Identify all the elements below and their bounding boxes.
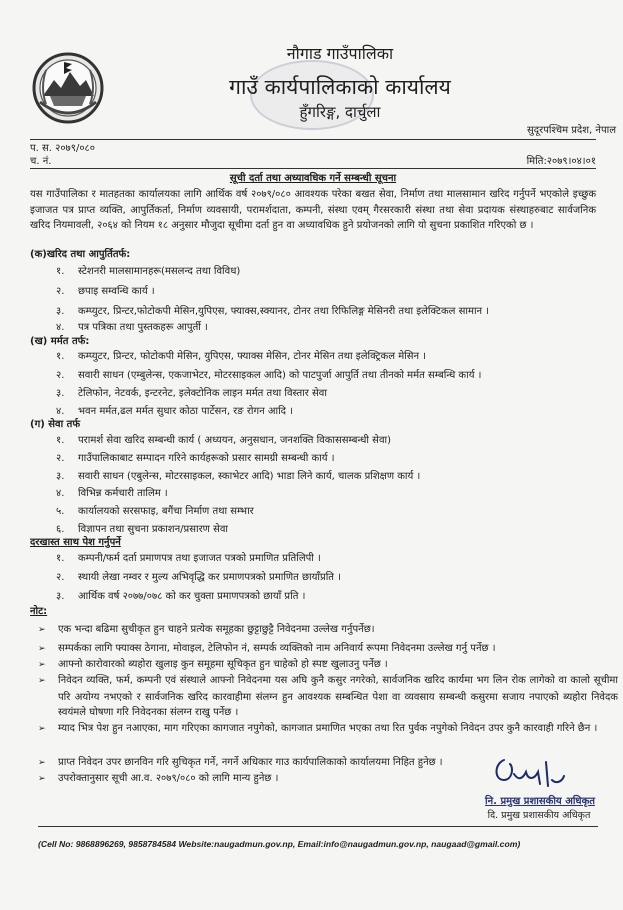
list-item: ३. आर्थिक वर्ष २०७७/०७८ को कर चुक्ता प्रमाणपत्रको छायाँ प्रति । [56, 591, 306, 602]
notes-heading: नोट: [30, 606, 48, 617]
section-heading-services: (ग) सेवा तर्फ [30, 419, 81, 430]
arrow-bullet-icon: ➢ [38, 644, 46, 654]
arrow-bullet-icon: ➢ [38, 724, 46, 734]
list-item: ४. विभिन्न कर्मचारी तालिम । [56, 488, 168, 499]
note-item: ➢ उपरोक्तानुसार सूची आ.व. २०७९/०८० को लागि मान्य हुनेछ । [38, 771, 488, 788]
handwritten-signature [490, 750, 580, 800]
notice-date: मिति:२०७९।०४।०१ [526, 156, 596, 167]
dispatch-number: च. नं. [30, 156, 52, 167]
list-item: १. परामर्श सेवा खरिद सम्बन्धी कार्य ( अध्ययन, अनुसधान, जनशक्ति विकाससम्बन्धी सेवा) [56, 435, 391, 446]
list-item: ५. कार्यालयको सरसफाइ, बगैंचा निर्माण तथा सम्भार [56, 506, 254, 517]
section-heading-repair: (ख) मर्मत तर्फ: [30, 336, 90, 347]
list-item: ३. टेलिफोन, नेटवर्क, इन्टरनेट, इलेक्टोनिक लाइन मर्मत तथा विस्तार सेवा [56, 388, 327, 399]
list-item: १. कम्पनी/फर्म दर्ता प्रमाणपत्र तथा इजाजत पत्रको प्रमाणित प्रतिलिपी । [56, 553, 321, 564]
arrow-bullet-icon: ➢ [38, 660, 46, 670]
section-heading-documents: दरखास्त साथ पेश गर्नुपर्ने [30, 537, 121, 548]
header-divider [30, 139, 596, 140]
list-item: २. स्थायी लेखा नम्वर र मुल्य अभिवृद्धि कर प्रमाणपत्रको प्रमाणित छायाँप्रति । [56, 572, 341, 583]
note-item: ➢ आफ्नो कारोवारको ब्यहोरा खुलाइ कुन समूहमा सूचिकृत हुन चाहेको हो स्पष्ट खुलाउनु पर्नेछ । [38, 657, 618, 674]
municipality-name: नौगाड गाउँपालिका [286, 44, 394, 63]
note-item: ➢ सम्पर्कका लागि फ्याक्स ठेगाना, मोवाइल, टेलिफोन नं, सम्पर्क व्यक्तिको नाम अनिवार्य रूपमा निवेदनमा उल्लेख गर्नु पर्नेछ । [38, 641, 618, 658]
letter-number: प. स. २०७९/०८० [30, 143, 95, 154]
office-name: गाउँ कार्यपालिकाको कार्यालय [229, 75, 451, 99]
list-item: २. गाउँपालिकाबाट सम्पादन गरिने कार्यहरूको प्रसार सामग्री सम्बन्धी कार्य । [56, 453, 335, 464]
list-item: ४. पत्र पत्रिका तथा पुस्तकहरू आपुर्ती । [56, 322, 208, 333]
note-item: ➢ निवेदन व्यक्ति, फर्म, कम्पनी एवं संस्थाले आफ्नो निवेदनमा यस अघि कुनै कसुर नगरेको, सार्वजनिक खरिद कार्यमा भग लिन रोक लागेको वा कालो सूचीमा परि अयोग्य नभएको र सार्वजनिक खरिद कारवाहीमा संलग्न हुन आवश्यक सम्बन्धित पेशा वा व्यवसाय सम्बन्धी कसुरमा सजाय नपाएको ब्यहोरा निवेदक स्वयंमले घोषणा गरि निवेदनका संलग्न राखु पर्नेछ । [38, 675, 618, 718]
list-item: ४. भवन मर्मत,ढल मर्मत सुधार कोठा पार्टेसन, रङ रोगन आदि । [56, 406, 293, 417]
intro-paragraph: यस गाउँपालिका र मातहतका कार्यालयका लागि आर्थिक वर्ष २०७९/०८० आवश्यक परेका बखत सेवा, निर्माण तथा मालसामान खरिद गर्नुपर्ने भएकोले इच्छुक इजाजत पत्र प्राप्त व्यक्ति, आपुर्तिकर्ता, निर्माण व्यवसायी, परामर्शदाता, कम्पनी, संस्था एवम् गैरसरकारी संस्था तथा सेवा प्रदायक संस्थाहरुबाट सार्वजनिक खरिद नियमावली, २०६४ को नियम १८ अनुसार मौजुदा सूचीमा दर्ता हुन वा अध्यावधिक हुने प्रयोजनको लागि यो सुचना प्रकाशित गरिएको छ । [30, 189, 596, 231]
nepal-emblem-logo [30, 50, 106, 126]
note-item: ➢ एक भन्दा बढिमा सुचीकृत हुन चाहने प्रत्येक समूहका छुट्टाछुट्टै निवेदनमा उल्लेख गर्नुपर्नेछ। [38, 622, 618, 639]
section-heading-procurement: (क)खरिद तथा आपुर्तितर्फ: [30, 249, 131, 260]
arrow-bullet-icon: ➢ [38, 625, 46, 635]
notice-title: सूची दर्ता तथा अध्यावधिक गर्ने सम्बन्धी सूचना [229, 173, 397, 184]
note-item: ➢ म्याद भित्र पेश हुन नआएका, माग गरिएका कागजात नपुगेको, कागजात प्रमाणित भएका तथा रित पुर्वक नपुगेको निवेदन उपर कुनै कारवाही गरिने छैन । [38, 721, 618, 738]
arrow-bullet-icon: ➢ [38, 774, 46, 784]
arrow-bullet-icon: ➢ [38, 676, 46, 686]
province-name: सुदूरपश्चिम प्रदेश, नेपाल [527, 125, 616, 136]
office-location: हुँगरिङ्ग, दार्चुला [299, 103, 381, 121]
ref-divider [30, 168, 596, 169]
list-item: २. सवारी साधन (एम्बुलेन्स, एकजाभेटर, मोटरसाइकल आदि) को पाटपुर्जा आपुर्ति तथा तीनको मर्मत सम्बन्धि कार्य । [56, 370, 482, 381]
list-item: ३. कम्प्युटर, प्रिन्टर,फोटोकपी मेसिन,युपिएस, फ्याक्स,स्क्यानर, टोनर तथा रिफिलिङ्ग मेसिनरी तथा इलेक्टिकल सामान । [56, 306, 490, 317]
list-item: १. कम्प्युटर, प्रिन्टर, फोटोकपी मेसिन, युपिएस, फ्याक्स मेसिन, टोनर मेसिन तथा इलेक्ट्रिकल मेसिन । [56, 351, 427, 362]
list-item: ३. सवारी साधन (एबुलेन्स, मोटरसाइकल, स्काभेटर आदि) भाडा लिने कार्य, चालक प्रशिक्षण कार्य । [56, 471, 421, 482]
list-item: २. छपाइ सम्वन्धि कार्य । [56, 286, 155, 297]
footer-divider [38, 826, 598, 827]
list-item: १. स्टेशनरी मालसामानहरू(मसलन्द तथा विविध) [56, 266, 241, 277]
signatory-title: दि. प्रमुख प्रशासकीय अधिकृत [487, 810, 591, 821]
signatory-stamp: नि. प्रमुख प्रशासकीय अधिकृत [485, 796, 595, 807]
contact-footer: (Cell No: 9868896269, 9858784584 Website:naugadmun.gov.np, Email:info@naugadmun.gov.np, naugaad@gmail.com) [38, 839, 521, 849]
note-item: ➢ प्राप्त निवेदन उपर छानविन गरि सुचिकृत गर्ने, नगर्ने अधिकार गाउ कार्यपालिकाको कार्यालयमा निहित हुनेछ । [38, 755, 488, 772]
arrow-bullet-icon: ➢ [38, 758, 46, 768]
list-item: ६. विज्ञापन तथा सुचना प्रकाशन/प्रसारण सेवा [56, 524, 228, 535]
